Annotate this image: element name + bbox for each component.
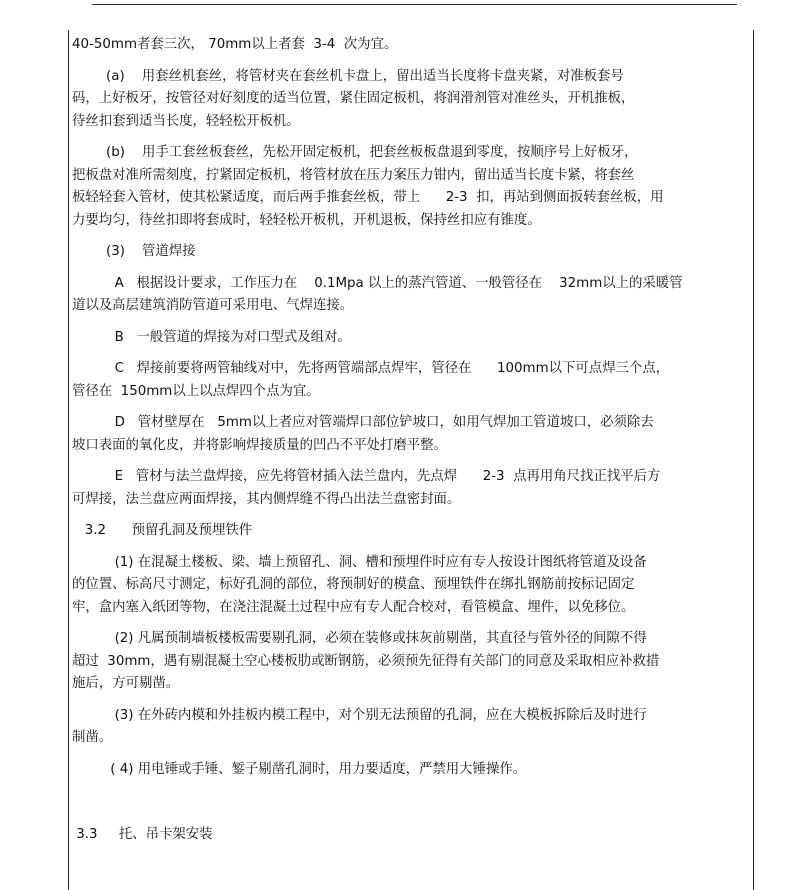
section-heading: 3.3 托、吊卡架安装 — [72, 827, 213, 842]
text-line: D 管材壁厚在 5mm以上者应对管端焊口部位铲坡口，如用气焊加工管道坡口，必须除去 — [72, 415, 654, 430]
text-line: 坡口表面的氧化皮，并将影响焊接质量的凹凸不平处打磨平整。 — [72, 437, 447, 453]
text-line: 板轻轻套入管材，使其松紧适度，而后两手推套丝板，带上 2-3 扣，再站到侧面扳转套丝板，用 — [72, 190, 664, 205]
paragraph-b-manual-threading — [72, 142, 752, 232]
text-line: B 一般管道的焊接为对口型式及组对。 — [72, 329, 351, 345]
paragraph-4 — [72, 759, 752, 782]
paragraph-intro — [72, 34, 752, 57]
heading-3-2 — [72, 520, 752, 543]
text-line: 可焊接，法兰盘应两面焊接，其内侧焊缝不得凸出法兰盘密封面。 — [72, 491, 461, 507]
text-line: (b) 用手工套丝板套丝，先松开固定板机，把套丝板板盘退到零度，按顺序号上好板牙， — [72, 145, 638, 160]
blank-space — [72, 790, 752, 824]
text-line: 道以及高层建筑消防管道可采用电、气焊连接。 — [72, 298, 354, 313]
text-line: 40-50mm者套三次， 70mm以上者套 3-4 次为宜。 — [72, 37, 398, 52]
text-line: E 管材与法兰盘焊接，应先将管材插入法兰盘内，先点焊 2-3 点再用角尺找正找平后方 — [72, 469, 661, 484]
text-line: A 根据设计要求，工作压力在 0.1Mpa 以上的蒸汽管道、一般管径在 32mm以上的采暖管 — [72, 275, 683, 291]
text-line: ( 4) 用电锤或手锤、錾子剔凿孔洞时，用力要适度，严禁用大锤操作。 — [72, 761, 527, 777]
text-line: 制凿。 — [72, 730, 113, 745]
text-line: 把板盘对准所需刻度，拧紧固定板机，将管材放在压力案压力钳内，留出适当长度卡紧，将套丝 — [72, 167, 635, 183]
paragraph-E — [72, 466, 752, 511]
text-line: 管径在 150mm以上以点焊四个点为宜。 — [72, 383, 320, 399]
paragraph-C — [72, 358, 752, 403]
paragraph-1 — [72, 552, 752, 620]
paragraph-B — [72, 327, 752, 350]
text-line: (1) 在混凝土楼板、梁、墙上预留孔、洞、槽和预埋件时应有专人按设计图纸将管道及设备 — [72, 554, 647, 570]
paragraph-a-threading-machine — [72, 66, 752, 134]
text-line: 施后，方可剔凿。 — [72, 676, 180, 691]
paragraph-2 — [72, 628, 752, 696]
text-line: (a) 用套丝机套丝，将管材夹在套丝机卡盘上，留出适当长度将卡盘夹紧，对准板套号 — [72, 68, 624, 84]
text-line: 待丝扣套到适当长度，轻轻松开板机。 — [72, 113, 300, 129]
paragraph-A — [72, 273, 752, 318]
document-body — [72, 34, 752, 856]
section-heading: 3.2 预留孔洞及预埋铁件 — [72, 523, 253, 538]
heading-3-3 — [72, 824, 752, 847]
section-3-pipe-welding — [72, 241, 752, 264]
section-heading: (3) 管道焊接 — [72, 244, 196, 259]
text-line: 牢，盒内塞入纸团等物，在浇注混凝土过程中应有专人配合校对，看管模盒、埋件，以免移位。 — [72, 599, 635, 615]
text-line: (3) 在外砖内模和外挂板内模工程中，对个别无法预留的孔洞，应在大模板拆除后及时进行 — [72, 707, 647, 723]
paragraph-D — [72, 412, 752, 457]
text-line: 码，上好板牙，按管径对好刻度的适当位置，紧住固定板机，将润滑剂管对准丝头，开机推板， — [72, 91, 635, 106]
text-line: 力要均匀，待丝扣即将套成时，轻轻松开板机，开机退板，保持丝扣应有锥度。 — [72, 212, 541, 228]
top-rule — [92, 4, 737, 5]
text-line: 超过 30mm，遇有剔混凝土空心楼板肋或断钢筋，必须预先征得有关部门的同意及采取相应补救措 — [72, 653, 660, 669]
text-line: C 焊接前要将两管轴线对中，先将两管端部点焊牢，管径在 100mm以下可点焊三个点， — [72, 361, 670, 376]
paragraph-3b — [72, 705, 752, 750]
text-line: (2) 凡属预制墙板楼板需要剔孔洞，必须在装修或抹灰前剔凿，其直径与管外径的间隙不得 — [72, 631, 647, 646]
text-line: 的位置、标高尺寸测定，标好孔洞的部位，将预制好的模盒、预埋铁件在绑扎钢筋前按标记固定 — [72, 577, 635, 592]
